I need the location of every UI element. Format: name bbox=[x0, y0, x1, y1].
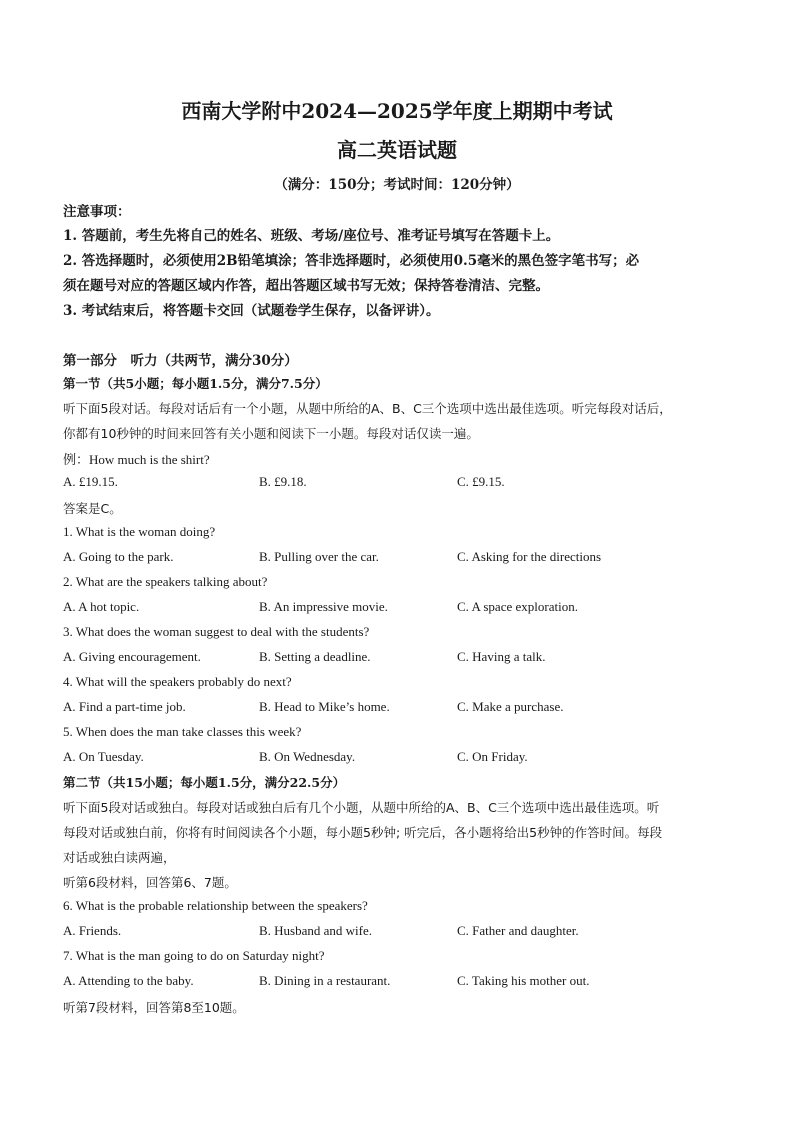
option-c: C. Make a purchase. bbox=[457, 699, 564, 714]
notice-item: 1. 答题前，考生先将自己的姓名、班级、考场/座位号、准考证号填写在答题卡上。 bbox=[63, 228, 560, 244]
section1-heading: 第一节（共5小题；每小题1.5分，满分7.5分） bbox=[63, 376, 328, 391]
option-a: A. A hot topic. bbox=[63, 599, 140, 614]
question-text: 5. When does the man take classes this week? bbox=[63, 724, 302, 739]
notice-heading: 注意事项： bbox=[63, 204, 131, 220]
question-text: 3. What does the woman suggest to deal with the students? bbox=[63, 624, 370, 639]
option-c: C. A space exploration. bbox=[457, 599, 578, 614]
section2-instruction: 听下面5段对话或独白。每段对话或独白后有几个小题，从题中所给的A、B、C三个选项中选出最佳选项。听 bbox=[63, 800, 660, 815]
school-title: 西南大学附中2024—2025学年度上期期中考试 bbox=[181, 99, 613, 123]
option-c: C. Having a talk. bbox=[457, 649, 546, 664]
notice-item: 须在题号对应的答题区域内作答，超出答题区域书写无效；保持答卷清洁、完整。 bbox=[63, 278, 549, 294]
material-note: 听第6段材料，回答第6、7题。 bbox=[63, 875, 237, 890]
option-c: C. Father and daughter. bbox=[457, 923, 579, 938]
section2-instruction: 对话或独白读两遍， bbox=[63, 850, 176, 865]
question-text: 4. What will the speakers probably do next? bbox=[63, 674, 292, 689]
option-b: B. On Wednesday. bbox=[259, 749, 356, 764]
example-answer: 答案是C。 bbox=[63, 501, 122, 516]
option-a: A. Friends. bbox=[63, 923, 122, 938]
option-b: B. Head to Mike’s home. bbox=[259, 699, 390, 714]
option-c: C. Taking his mother out. bbox=[457, 973, 590, 988]
part1-heading: 第一部分 听力（共两节，满分30分） bbox=[63, 353, 298, 369]
question-text: 2. What are the speakers talking about? bbox=[63, 574, 268, 589]
option-b: B. An impressive movie. bbox=[259, 599, 388, 614]
option-b: B. Husband and wife. bbox=[259, 923, 373, 938]
notice-item: 3. 考试结束后，将答题卡交回（试题卷学生保存，以备评讲）。 bbox=[63, 303, 440, 319]
material-note: 听第7段材料，回答第8至10题。 bbox=[63, 1000, 245, 1015]
section1-instruction: 听下面5段对话。每段对话后有一个小题，从题中所给的A、B、C三个选项中选出最佳选项。听完每段对话后， bbox=[63, 401, 672, 416]
option-a: A. On Tuesday. bbox=[63, 749, 144, 764]
section2-instruction: 每段对话或独白前，你将有时间阅读各个小题，每小题5秒钟; 听完后，各小题将给出5秒钟的作答时间。每段 bbox=[63, 825, 663, 840]
option-a: A. Going to the park. bbox=[63, 549, 174, 564]
score-info: （满分：150分；考试时间：120分钟） bbox=[274, 177, 520, 193]
example-question: 例：How much is the shirt? bbox=[63, 452, 210, 467]
question-text: 1. What is the woman doing? bbox=[63, 524, 216, 539]
section2-heading: 第二节（共15小题；每小题1.5分，满分22.5分） bbox=[63, 775, 346, 790]
section1-instruction: 你都有10秒钟的时间来回答有关小题和阅读下一小题。每段对话仅读一遍。 bbox=[63, 426, 479, 441]
option-c: C. On Friday. bbox=[457, 749, 528, 764]
option-b: B. Dining in a restaurant. bbox=[259, 973, 391, 988]
option-b: B. Setting a deadline. bbox=[259, 649, 371, 664]
example-option-b: B. £9.18. bbox=[259, 474, 307, 489]
notice-item: 2. 答选择题时，必须使用2B铅笔填涂；答非选择题时，必须使用0.5毫米的黑色签字笔书写；必 bbox=[63, 253, 640, 269]
option-a: A. Find a part-time job. bbox=[63, 699, 186, 714]
option-a: A. Attending to the baby. bbox=[63, 973, 194, 988]
option-c: C. Asking for the directions bbox=[457, 549, 602, 564]
subject-title: 高二英语试题 bbox=[337, 138, 457, 162]
question-text: 6. What is the probable relationship between the speakers? bbox=[63, 898, 368, 913]
option-a: A. Giving encouragement. bbox=[63, 649, 201, 664]
question-text: 7. What is the man going to do on Saturday night? bbox=[63, 948, 325, 963]
option-b: B. Pulling over the car. bbox=[259, 549, 379, 564]
example-option-c: C. £9.15. bbox=[457, 474, 505, 489]
example-option-a: A. £19.15. bbox=[63, 474, 118, 489]
